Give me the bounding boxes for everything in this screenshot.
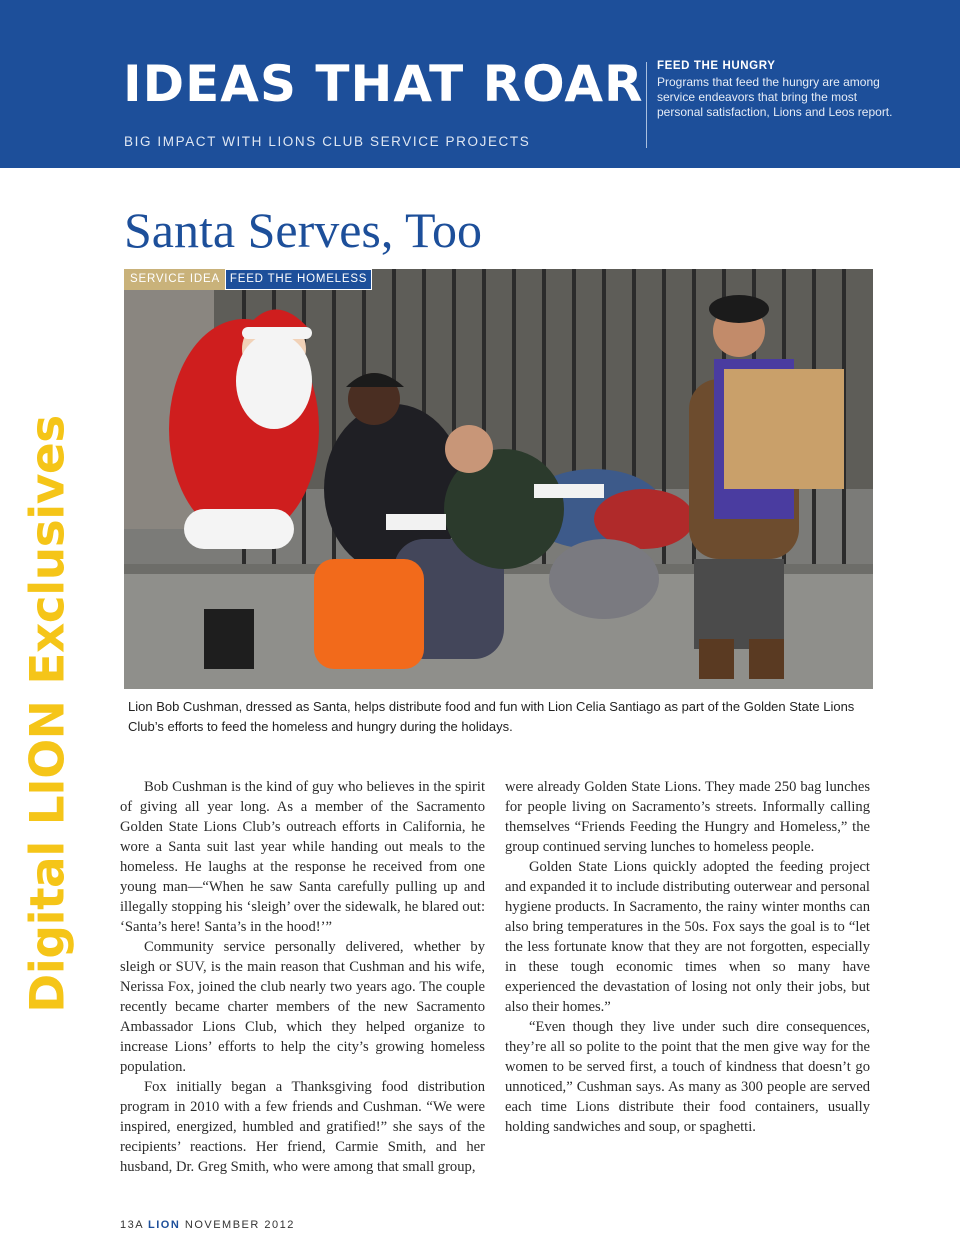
article-headline: Santa Serves, Too — [124, 202, 483, 258]
sidebar-heading: FEED THE HUNGRY — [657, 60, 776, 72]
tag-service-idea: SERVICE IDEA — [124, 269, 225, 290]
digital-lion-exclusives-label — [18, 415, 78, 1013]
article-photo — [124, 269, 873, 689]
section-subtitle: BIG IMPACT WITH LIONS CLUB SERVICE PROJECTS — [124, 134, 531, 149]
photo-caption: Lion Bob Cushman, dressed as Santa, helps distribute food and fun with Lion Celia Santiago as part of the Golden State Lions Club’s efforts to feed the homeless and hungry during the holidays. — [128, 699, 855, 734]
section-title: IDEAS THAT ROAR — [123, 55, 644, 113]
photo-scene-illustration — [124, 269, 873, 689]
article-column-2 — [505, 777, 870, 1137]
page-footer — [120, 1219, 295, 1231]
paragraph: Bob Cushman is the kind of guy who believes in the spirit of giving all year long. As a member of the Sacramento Golden State Lions Club’s outreach efforts in California, he wore a Santa suit last year while handing out meals to the homeless. He laughs at the response he received from one young man—“When he saw Santa carefully pulling up and illegally stopping his ‘sleigh’ over the sidewalk, he blared out: ‘Santa’s here! Santa’s in the hood!’” — [120, 779, 485, 935]
magazine-name: LION — [148, 1219, 181, 1231]
side-label-prefix: Digital — [20, 825, 76, 1013]
section-header-band — [0, 0, 960, 168]
issue-date: NOVEMBER 2012 — [184, 1219, 295, 1231]
paragraph: Fox initially began a Thanksgiving food distribution program in 2010 with a few friends and Cushman. “We were inspired, energized, humbled and gratified!” she says of the recipients’ reactions. Her friend, Carmie Smith, and her husband, Dr. Greg Smith, who were among that small group, — [120, 1079, 485, 1175]
sidebar-text: Programs that feed the hungry are among service endeavors that bring the most personal satisfaction, Lions and Leos report. — [657, 75, 893, 119]
paragraph: Golden State Lions quickly adopted the feeding project and expanded it to include distributing outerwear and personal hygiene products. In Sacramento, the rainy winter months can also bring temperatures in the 50s. Fox says the goal is to “let the less fortunate know that they are not forgotten, especially in these tough economic times when so many have experienced the devastation of losing not only their jobs, but also their homes.” — [505, 859, 870, 1015]
article-column-1 — [120, 777, 485, 1177]
service-idea-tag — [124, 269, 372, 290]
header-divider — [646, 62, 647, 148]
paragraph: “Even though they live under such dire consequences, they’re all so polite to the point that the men give way for the women to be served first, a touch of kindness that doesn’t go unnoticed,” Cushman says. As many as 300 people are served each time Lions distribute their food containers, usually holding sandwiches and soup, or spaghetti. — [505, 1019, 870, 1135]
tag-feed-the-homeless: FEED THE HOMELESS — [225, 269, 372, 290]
page-number: 13A — [120, 1219, 144, 1231]
side-label-text — [21, 415, 76, 1013]
side-label-suffix: Exclusives — [20, 415, 76, 701]
side-label-strong: LION — [20, 700, 76, 826]
paragraph: were already Golden State Lions. They made 250 bag lunches for people living on Sacramento’s streets. Informally calling themselves “Friends Feeding the Hungry and Homeless,” the group continued serving lunches to homeless people. — [505, 779, 870, 855]
paragraph: Community service personally delivered, whether by sleigh or SUV, is the main reason that Cushman and his wife, Nerissa Fox, joined the club nearly two years ago. The couple recently became charter members of the new Sacramento Ambassador Lions Club, which they helped organize to increase Lions’ efforts to help the city’s growing homeless population. — [120, 939, 485, 1075]
